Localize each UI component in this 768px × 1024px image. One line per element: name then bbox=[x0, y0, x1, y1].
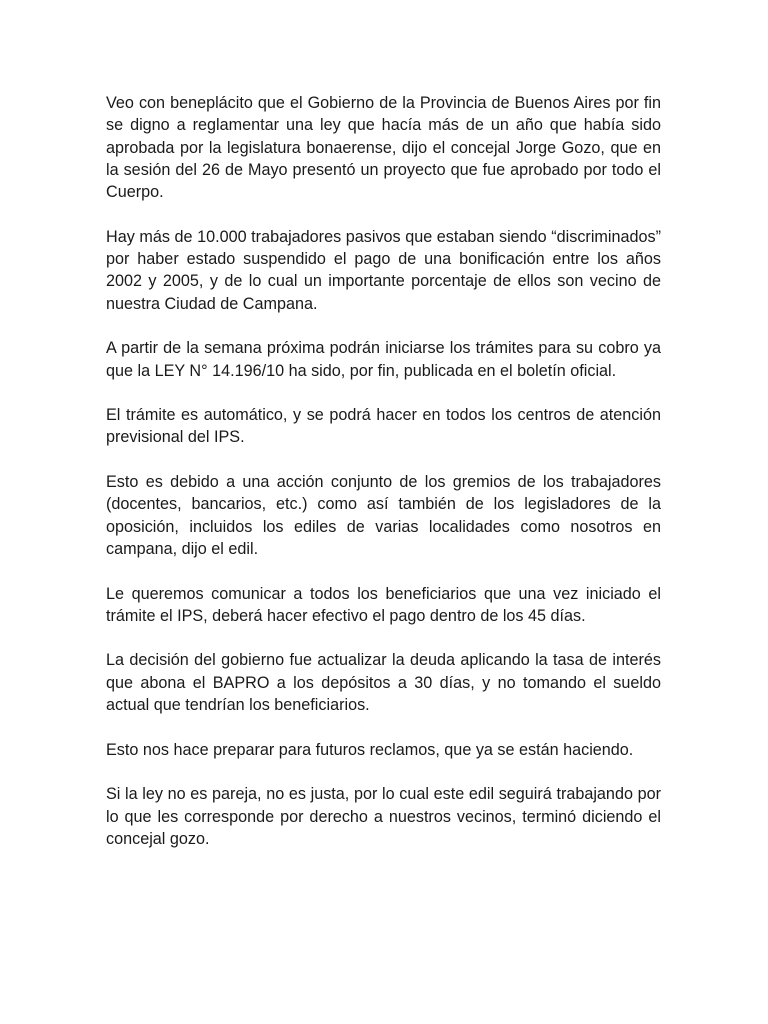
paragraph-1: Veo con beneplácito que el Gobierno de la Provincia de Buenos Aires por fin se digno a reglamentar una ley que hacía más de un año que había sido aprobada por la legislatura bonaerense, dijo el concejal Jorge Gozo, que en la sesión del 26 de Mayo presentó un proyecto que fue aprobado por todo el Cuerpo. bbox=[106, 94, 661, 202]
paragraph-3: A partir de la semana próxima podrán iniciarse los trámites para su cobro ya que la LEY N° 14.196/10 ha sido, por fin, publicada en el boletín oficial. bbox=[106, 339, 661, 380]
document-body bbox=[106, 92, 661, 872]
paragraph-6: Le queremos comunicar a todos los beneficiarios que una vez iniciado el trámite el IPS, deberá hacer efectivo el pago dentro de los 45 días. bbox=[106, 584, 661, 625]
paragraph-9: Si la ley no es pareja, no es justa, por lo cual este edil seguirá trabajando por lo que les corresponde por derecho a nuestros vecinos, terminó diciendo el concejal gozo. bbox=[106, 785, 661, 848]
paragraph-5: Esto es debido a una acción conjunto de los gremios de los trabajadores (docentes, bancarios, etc.) como así también de los legisladores de la oposición, incluidos los ediles de varias localidades como nosotros en campana, dijo el edil. bbox=[106, 473, 661, 558]
paragraph-2: Hay más de 10.000 trabajadores pasivos que estaban siendo “discriminados” por haber estado suspendido el pago de una bonificación entre los años 2002 y 2005, y de lo cual un importante porcentaje de ellos son vecino de nuestra Ciudad de Campana. bbox=[106, 227, 661, 313]
paragraph-8: Esto nos hace preparar para futuros reclamos, que ya se están haciendo. bbox=[106, 740, 634, 759]
paragraph-4: El trámite es automático, y se podrá hacer en todos los centros de atención previsional del IPS. bbox=[106, 406, 661, 447]
paragraph-7: La decisión del gobierno fue actualizar la deuda aplicando la tasa de interés que abona el BAPRO a los depósitos a 30 días, y no tomando el sueldo actual que tendrían los beneficiarios. bbox=[106, 651, 661, 715]
